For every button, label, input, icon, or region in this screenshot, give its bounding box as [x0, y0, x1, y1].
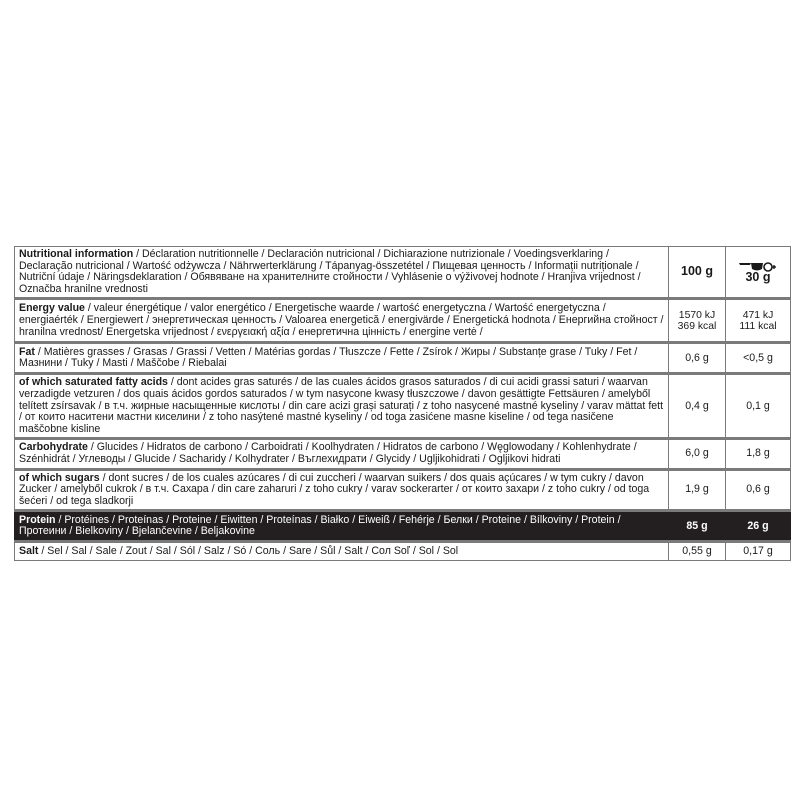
row-protein-30g: 26 g — [726, 511, 791, 542]
row-fat-100g: 0,6 g — [669, 343, 726, 374]
row-carbohydrate — [15, 439, 791, 469]
row-energy-label: Energy value / valeur énergétique / valor energético / Energetische waarde / wartość energetyczna / Wartość energetyczna / energiaérték / Energiewert / энергетическая ценность / Valoarea energetică / energivärde / Energetická hodnota / Енергийна стойност / hranilna vrednost/ Energetska vrijednost / ενεργειακή αξία / енергетична цінність / energine vertė / — [15, 299, 669, 343]
row-saturated-30g: 0,1 g — [726, 374, 791, 439]
row-carbohydrate-100g: 6,0 g — [669, 439, 726, 469]
row-protein-label: Protein / Protéines / Proteínas / Proteine / Eiwitten / Proteínas / Białko / Eiweiß / Fehérje / Белки / Proteine / Bílkoviny / Protein / Протеини / Bielkoviny / Bjelančevine / Beljakovine — [15, 511, 669, 542]
row-salt-30g: 0,17 g — [726, 542, 791, 561]
row-salt — [15, 542, 791, 561]
header-label-bold: Nutritional information — [19, 248, 134, 260]
row-sugars-label: of which sugars / dont sucres / de los cuales azúcares / di cui zuccheri / waarvan suikers / dos quais açúcares / w tym cukry / davon Zucker / amelyből cukrok / в т.ч. Сахара / din care zaharuri / z toho cukry / varav sockerarter / от които захари / z toho cukry / od toga šećeri / od tega sladkorji — [15, 469, 669, 511]
row-sugars — [15, 469, 791, 511]
header-30g-label: 30 g — [745, 270, 771, 285]
row-carbohydrate-30g: 1,8 g — [726, 439, 791, 469]
nutrition-table-panel — [14, 246, 784, 561]
row-protein — [15, 511, 791, 542]
row-saturated-100g: 0,4 g — [669, 374, 726, 439]
row-saturated — [15, 374, 791, 439]
header-30g — [726, 247, 791, 299]
row-sugars-30g: 0,6 g — [726, 469, 791, 511]
header-row — [15, 247, 791, 299]
row-fat — [15, 343, 791, 374]
header-label — [15, 247, 669, 299]
row-salt-100g: 0,55 g — [669, 542, 726, 561]
row-sugars-100g: 1,9 g — [669, 469, 726, 511]
row-fat-label: Fat / Matières grasses / Grasas / Grassi / Vetten / Matérias gordas / Tłuszcze / Fette / Zsírok / Жиры / Substanțe grase / Tuky / Fet / Мазнини / Tuky / Masti / Maščobe / Riebalai — [15, 343, 669, 374]
row-energy-100g: 1570 kJ 369 kcal — [669, 299, 726, 343]
row-energy-30g: 471 kJ 111 kcal — [726, 299, 791, 343]
row-fat-30g: <0,5 g — [726, 343, 791, 374]
row-saturated-label: of which saturated fatty acids / dont acides gras saturés / de las cuales ácidos grasos saturados / di cui acidi grassi saturi / waarvan verzadigde vetzuren / dos quais ácidos gordos saturados / w tym nasycone kwasy tłuszczowe / davon gesättigte Fettsäuren / amelyből telített zsírsavak / в т.ч. жирные насыщенные кислоты / din care acizi grași saturați / z toho nasycené mastné kyseliny / varav mättat fett / от които наситени мастни киселини / z toho nasýtené mastné kyseliny / od toga zasićene masne kiseline / od tega nasičene maščobne kisline — [15, 374, 669, 439]
row-energy — [15, 299, 791, 343]
row-carbohydrate-label: Carbohydrate / Glucides / Hidratos de carbono / Carboidrati / Koolhydraten / Hidratos de carbono / Węglowodany / Kohlenhydrate / Szénhidrát / Углеводы / Glucide / Sacharidy / Kolhydrater / Въглехидрати / Glycidy / Ugljikohidrati / Ogljikovi hidrati — [15, 439, 669, 469]
header-100g: 100 g — [669, 247, 726, 299]
row-protein-100g: 85 g — [669, 511, 726, 542]
row-salt-label: Salt / Sel / Sal / Sale / Zout / Sal / Sól / Salz / Só / Соль / Sare / Sůl / Salt / Сол Soľ / Sol / Sol — [15, 542, 669, 561]
header-label-rest: / Déclaration nutritionnelle / Declaración nutricional / Dichiarazione nutrizionale / Voedingsverklaring / Declaração nutricional / Wartość odżywcza / Nährwerterklärung / Tápanyag-összetétel / Пищевая ценность / Informații nutriționale / Nutriční údaje / Näringsdeklaration / Обявяване на хранителните стойности / Vyhlásenie o výživovej hodnote / Hranjiva vrijednost / Označba hranilne vrednosti — [19, 248, 641, 295]
nutrition-table — [14, 246, 791, 561]
